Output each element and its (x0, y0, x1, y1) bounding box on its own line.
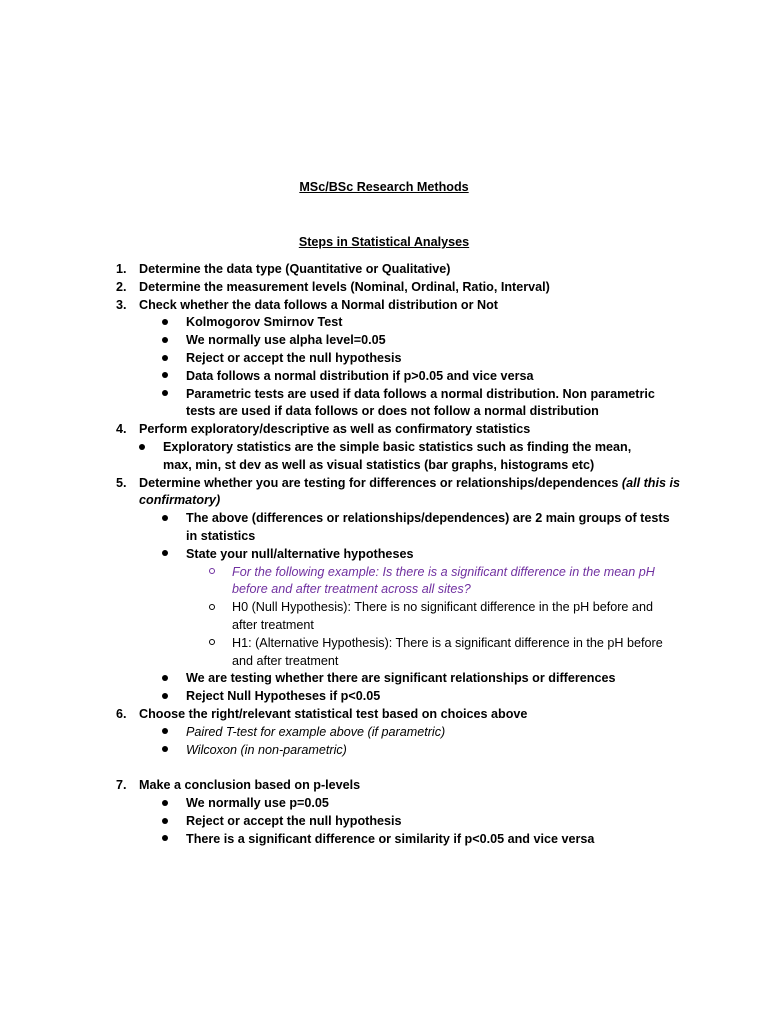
list-item (0, 350, 768, 368)
list-item (0, 546, 768, 564)
step-5 (0, 475, 768, 511)
bullet-icon (162, 510, 168, 528)
sub-bullet-text: For the following example: Is there is a significant difference in the mean pH before and after treatment across all sites? (232, 564, 655, 597)
spacer (0, 759, 768, 777)
circle-bullet-icon (209, 635, 215, 653)
list-item (0, 724, 768, 742)
bullet-text: Reject or accept the null hypothesis (186, 813, 402, 828)
bullet-text: We normally use alpha level=0.05 (186, 333, 386, 348)
bullet-text: Parametric tests are used if data follows a normal distribution. Non parametric tests are used if data follows or does not follow a normal distribution (186, 386, 655, 419)
bullet-text: Paired T-test for example above (if parametric) (186, 724, 446, 739)
list-item (0, 670, 768, 688)
step-text: Determine the measurement levels (Nominal, Ordinal, Ratio, Interval) (139, 279, 550, 294)
step-number: 3. (116, 297, 127, 312)
circle-bullet-icon (209, 599, 215, 617)
bullet-text: The above (differences or relationships/dependences) are 2 main groups of tests in statistics (186, 511, 670, 543)
bullet-text: We normally use p=0.05 (186, 796, 329, 811)
bullet-icon (162, 688, 168, 706)
bullet-icon (162, 724, 168, 742)
circle-bullet-icon (209, 564, 215, 582)
bullet-text: There is a significant difference or similarity if p<0.05 and vice versa (186, 831, 595, 846)
bullet-text: Wilcoxon (in non-parametric) (186, 742, 347, 757)
step-text-italic: (all this is confirmatory) (139, 475, 680, 508)
list-item (0, 742, 768, 760)
step-4 (0, 421, 768, 439)
list-item (0, 510, 768, 546)
step-1 (0, 261, 768, 279)
document-subtitle: Steps in Statistical Analyses (298, 235, 470, 249)
list-item (0, 564, 768, 600)
bullet-icon (162, 386, 168, 404)
list-item (0, 368, 768, 386)
bullet-text: Kolmogorov Smirnov Test (186, 315, 343, 330)
steps-list (0, 261, 768, 849)
bullet-text: We are testing whether there are significant relationships or differences (186, 671, 616, 686)
list-item (0, 831, 768, 849)
step-text (139, 475, 684, 511)
bullet-text: Reject or accept the null hypothesis (186, 350, 402, 365)
list-item (0, 688, 768, 706)
bullet-text: Reject Null Hypotheses if p<0.05 (186, 689, 381, 704)
list-item (0, 332, 768, 350)
step-text: Determine the data type (Quantitative or Qualitative) (139, 262, 451, 276)
sub-bullet-text: H0 (Null Hypothesis): There is no significant difference in the pH before and after treatment (232, 600, 653, 632)
step-2 (0, 279, 768, 297)
bullet-icon (162, 670, 168, 688)
bullet-icon (162, 795, 168, 813)
step-3 (0, 297, 768, 315)
list-item (0, 599, 768, 635)
bullet-text: Data follows a normal distribution if p>0.05 and vice versa (186, 368, 534, 383)
document-title: MSc/BSc Research Methods (299, 180, 469, 194)
bullet-icon (162, 546, 168, 564)
step-text-main: Determine whether you are testing for differences or relationships/dependences (139, 475, 622, 490)
list-item (0, 795, 768, 813)
step-number: 2. (116, 279, 127, 294)
bullet-icon (162, 368, 168, 386)
step-6 (0, 706, 768, 724)
step-number: 1. (116, 262, 127, 276)
bullet-icon (162, 332, 168, 350)
bullet-icon (162, 831, 168, 849)
list-item (0, 314, 768, 332)
step-number: 7. (116, 778, 127, 793)
step-7 (0, 777, 768, 795)
list-item (0, 635, 768, 671)
step-number: 5. (116, 475, 127, 490)
bullet-icon (162, 742, 168, 760)
step-text: Perform exploratory/descriptive as well as confirmatory statistics (139, 422, 531, 437)
bullet-icon (162, 314, 168, 332)
bullet-text: State your null/alternative hypotheses (186, 546, 414, 561)
list-item (0, 386, 768, 422)
list-item (0, 439, 768, 475)
bullet-icon (139, 439, 145, 457)
step-text: Choose the right/relevant statistical test based on choices above (139, 706, 528, 721)
step-number: 4. (116, 422, 127, 437)
list-item (0, 813, 768, 831)
bullet-icon (162, 813, 168, 831)
step-text: Make a conclusion based on p-levels (139, 778, 361, 793)
step-number: 6. (116, 706, 127, 721)
bullet-icon (162, 350, 168, 368)
step-text: Check whether the data follows a Normal distribution or Not (139, 297, 498, 312)
bullet-text: Exploratory statistics are the simple basic statistics such as finding the mean, max, min, st dev as well as visual statistics (bar graphs, histograms etc) (163, 439, 632, 472)
sub-bullet-text: H1: (Alternative Hypothesis): There is a significant difference in the pH before and after treatment (232, 635, 663, 668)
